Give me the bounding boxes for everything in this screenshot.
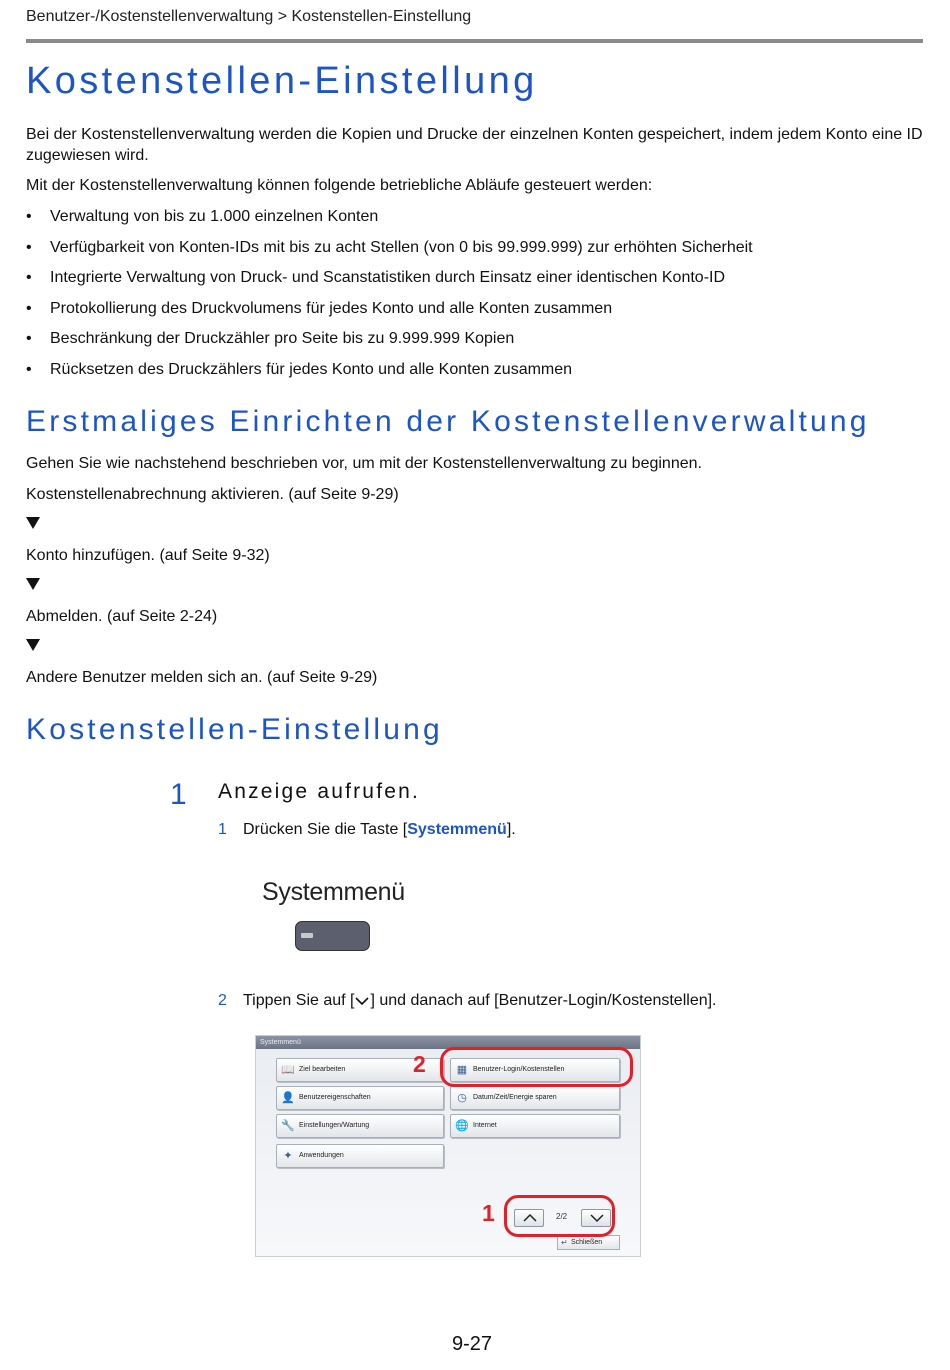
bullet-dot: • [26,239,32,256]
bullet-text: Beschränkung der Druckzähler pro Seite bis zu 9.999.999 Kopien [50,330,515,347]
section-heading-settings: Kostenstellen-Einstellung [26,713,443,746]
intro-paragraph-1: Bei der Kostenstellenverwaltung werden die Kopien und Drucke der einzelnen Konten gespeichert, indem jedem Konto eine ID zugewiesen wird. [26,126,923,164]
substep-number: 2 [218,992,227,1009]
button-label: Benutzereigenschaften [299,1094,371,1101]
button-label: Benutzer-Login/Kostenstellen [473,1066,565,1073]
systemmenu-key-label: Systemmenü [262,878,405,906]
bullet-dot: • [26,330,32,347]
button-anwendungen[interactable] [276,1144,444,1168]
button-label: Datum/Zeit/Energie sparen [473,1094,557,1101]
flow-step-link[interactable]: Kostenstellenabrechnung aktivieren. (auf Seite 9-29) [26,486,399,503]
button-label: Anwendungen [299,1152,344,1159]
button-label: Einstellungen/Wartung [299,1122,370,1129]
substep-text [243,992,717,1010]
button-internet[interactable] [450,1114,620,1138]
step-title: Anzeige aufrufen. [218,780,421,803]
bullet-dot: • [26,208,32,225]
button-benutzereigenschaften[interactable] [276,1086,444,1110]
bullet-text: Verwaltung von bis zu 1.000 einzelnen Konten [50,208,379,225]
down-arrow-icon [26,578,40,590]
systemmenu-hardware-key[interactable] [295,921,370,951]
substep-number: 1 [218,821,227,838]
substep-text [243,821,516,839]
book-icon: 📖 [281,1064,295,1076]
flow-step-link[interactable]: Konto hinzufügen. (auf Seite 9-32) [26,547,270,564]
down-arrow-icon [26,639,40,651]
bullet-text: Rücksetzen des Druckzählers für jedes Konto und alle Konten zusammen [50,361,573,378]
page-indicator: 2/2 [556,1212,568,1221]
tools-icon: 🔧 [281,1120,295,1132]
chevron-down-icon [354,995,370,1007]
header-rule [26,39,923,43]
bullet-dot: • [26,300,32,317]
return-icon: ↵ [561,1238,568,1247]
button-datum-zeit-energie[interactable] [450,1086,620,1110]
step-number: 1 [170,778,187,811]
panel-title: Systemmenü [256,1036,641,1049]
clock-icon: ◷ [457,1092,467,1104]
bullet-text: Protokollierung des Druckvolumens für jedes Konto und alle Konten zusammen [50,300,613,317]
app-icon: ✦ [283,1150,293,1162]
intro-paragraph-2: Mit der Kostenstellenverwaltung können folgende betriebliche Abläufe gesteuert werden: [26,177,653,194]
close-label: Schließen [571,1239,603,1246]
substep-prefix: Drücken Sie die Taste [ [243,821,408,838]
button-label: Internet [473,1122,497,1129]
section-heading-setup: Erstmaliges Einrichten der Kostenstellenverwaltung [26,405,870,438]
substep-suffix: ] und danach auf [Benutzer-Login/Kostenstellen]. [370,992,717,1009]
bullet-dot: • [26,361,32,378]
bullet-dot: • [26,269,32,286]
substep-suffix: ]. [506,821,516,838]
breadcrumb: Benutzer-/Kostenstellenverwaltung > Kostenstellen-Einstellung [26,8,472,25]
callout-ring-1 [504,1195,615,1237]
close-button[interactable] [557,1235,620,1250]
key-led [301,933,313,938]
page-title: Kostenstellen-Einstellung [26,60,538,102]
button-einstellungen-wartung[interactable] [276,1114,444,1138]
callout-number-2: 2 [413,1051,426,1077]
user-icon: 👤 [281,1092,295,1104]
callout-number-1: 1 [482,1200,495,1226]
substep-prefix: Tippen Sie auf [ [243,992,355,1009]
setup-intro: Gehen Sie wie nachstehend beschrieben vor, um mit der Kostenstellenverwaltung zu beginnen. [26,455,702,472]
globe-icon: 🌐 [455,1120,469,1132]
down-arrow-icon [26,517,40,529]
page-number: 9-27 [452,1333,493,1355]
systemmenu-key-reference: Systemmenü [407,821,507,838]
flow-step-link[interactable]: Abmelden. (auf Seite 2-24) [26,608,218,625]
button-label: Ziel bearbeiten [299,1066,346,1073]
flow-step-link[interactable]: Andere Benutzer melden sich an. (auf Seite 9-29) [26,669,378,686]
users-icon: ▦ [456,1064,468,1076]
bullet-text: Verfügbarkeit von Konten-IDs mit bis zu acht Stellen (von 0 bis 99.999.999) zur erhöhten Sicherheit [50,239,753,256]
callout-ring-2 [440,1047,633,1087]
bullet-text: Integrierte Verwaltung von Druck- und Scanstatistiken durch Einsatz einer identischen Konto-ID [50,269,726,286]
